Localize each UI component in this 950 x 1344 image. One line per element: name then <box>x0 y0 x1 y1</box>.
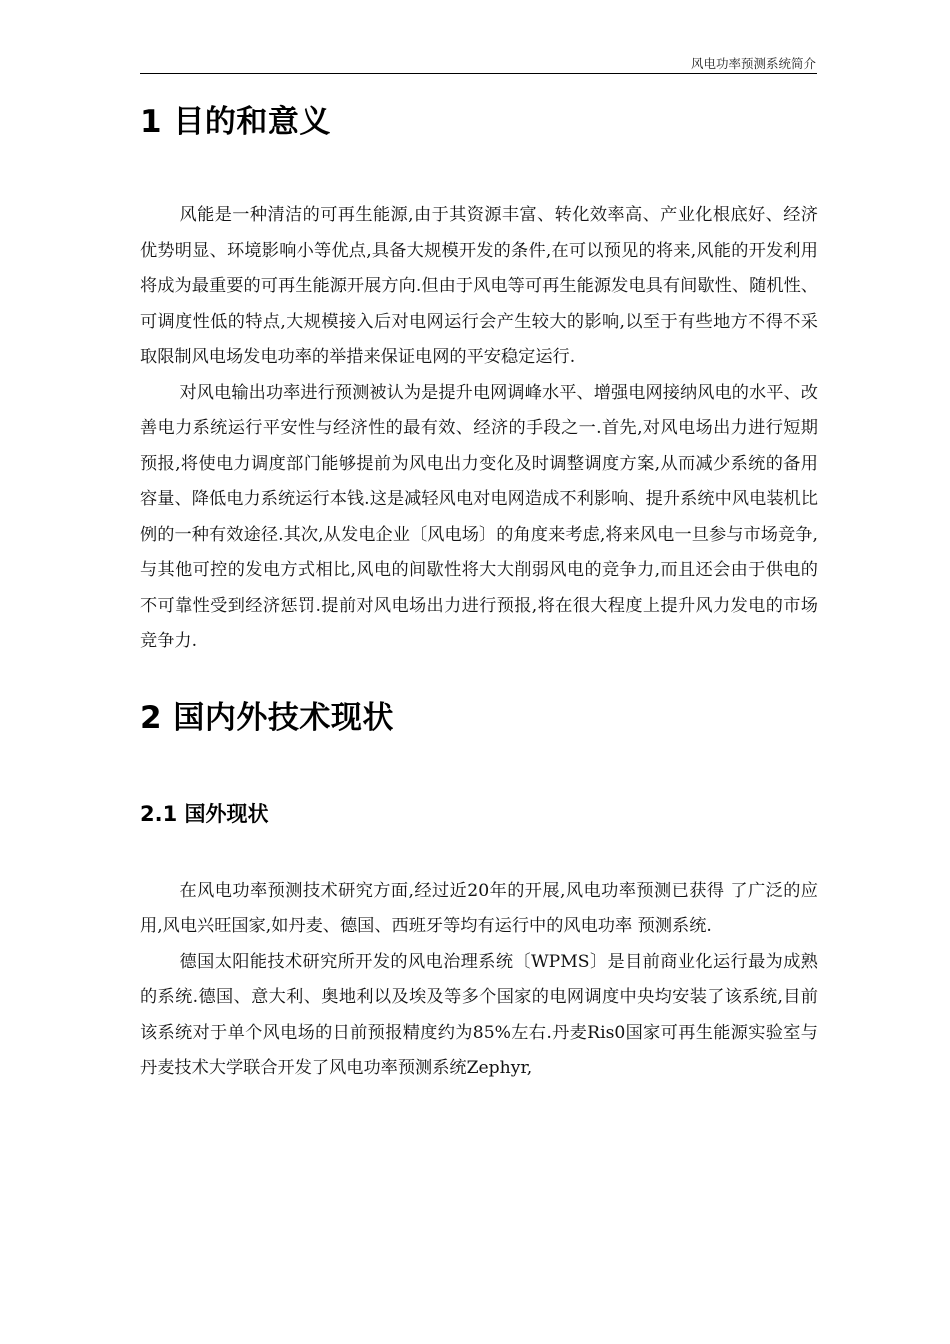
section-1-title: 1 目的和意义 <box>140 104 331 140</box>
section-2-1-title: 2.1 国外现状 <box>140 801 269 826</box>
section-2-1-paragraph-1: 在风电功率预测技术研究方面,经过近20年的开展,风电功率预测已获得 了广泛的应用,风电兴旺国家,如丹麦、德国、西班牙等均有运行中的风电功率 预测系统. <box>140 880 818 936</box>
header-rule <box>140 73 817 74</box>
running-header: 风电功率预测系统简介 <box>690 56 816 71</box>
section-2-1-paragraph-2: 德国太阳能技术研究所开发的风电治理系统〔WPMS〕是目前商业化运行最为成熟的系统.德国、意大利、奥地利以及埃及等多个国家的电网调度中央均安装了该系统,目前该系统对于单个风电场的日前预报精度约为85%左右.丹麦Ris0国家可再生能源实验室与丹麦技术大学联合开发了风电功率预测系统Zephyr, <box>140 951 818 1078</box>
section-1-paragraph-1: 风能是一种清洁的可再生能源,由于其资源丰富、转化效率高、产业化根底好、经济优势明显、环境影响小等优点,具备大规模开发的条件,在可以预见的将来,风能的开发利用将成为最重要的可再生能源开展方向.但由于风电等可再生能源发电具有间歇性、随机性、可调度性低的特点,大规模接入后对电网运行会产生较大的影响,以至于有些地方不得不采取限制风电场发电功率的举措来保证电网的平安稳定运行. <box>140 205 818 367</box>
section-1-paragraph-2: 对风电输出功率进行预测被认为是提升电网调峰水平、增强电网接纳风电的水平、改善电力系统运行平安性与经济性的最有效、经济的手段之一.首先,对风电场出力进行短期预报,将使电力调度部门能够提前为风电出力变化及时调整调度方案,从而减少系统的备用容量、降低电力系统运行本钱.这是减轻风电对电网造成不利影响、提升系统中风电装机比例的一种有效途径.其次,从发电企业〔风电场〕的角度来考虑,将来风电一旦参与市场竞争,与其他可控的发电方式相比,风电的间歇性将大大削弱风电的竞争力,而且还会由于供电的不可靠性受到经济惩罚.提前对风电场出力进行预报,将在很大程度上提升风力发电的市场竞争力. <box>140 382 818 651</box>
section-2-title: 2 国内外技术现状 <box>140 699 394 736</box>
page-content <box>140 90 818 1087</box>
